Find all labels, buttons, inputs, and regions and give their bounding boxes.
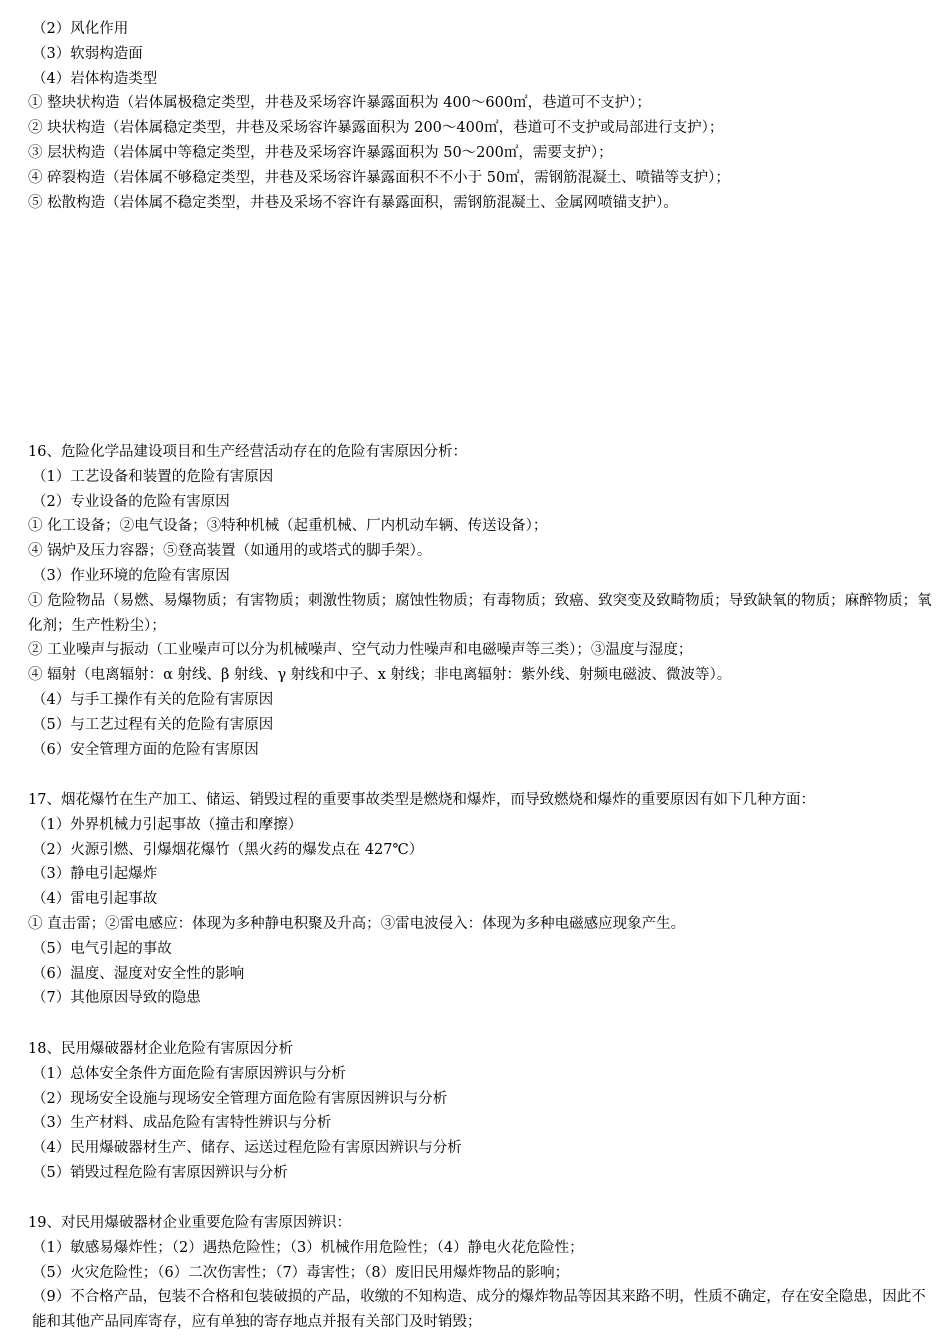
text-line: ④ 碎裂构造（岩体属不够稳定类型，井巷及采场容许暴露面积不不小于 50㎡，需钢筋混凝土、喷锚等支护）； xyxy=(28,169,730,186)
text-line: （4）与手工操作有关的危险有害原因 xyxy=(32,691,274,708)
text-line: ④ 辐射（电离辐射：α 射线、β 射线、γ 射线和中子、x 射线；非电离辐射：紫外线、射频电磁波、微波等）。 xyxy=(28,667,732,684)
text-line: （2）风化作用 xyxy=(32,21,129,37)
section-19 xyxy=(28,1211,934,1335)
text-line: （5）火灾危险性；（6）二次伤害性；（7）毒害性；（8）废旧民用爆炸物品的影响； xyxy=(32,1264,570,1281)
text-line: （7）其他原因导致的隐患 xyxy=(32,990,201,1007)
text-line: ② 工业噪声与振动（工业噪声可以分为机械噪声、空气动力性噪声和电磁噪声等三类）；③温度与湿度； xyxy=(28,642,693,659)
text-line: ① 整块状构造（岩体属极稳定类型，井巷及采场容许暴露面积为 400～600㎡，巷道可不支护）； xyxy=(28,95,651,112)
text-line: （3）软弱构造面 xyxy=(32,45,143,62)
text-line: （2）火源引燃、引爆烟花爆竹（黑火药的爆发点在 427℃） xyxy=(32,841,424,858)
text-line: （3）静电引起爆炸 xyxy=(32,866,158,883)
text-line: （5）销毁过程危险有害原因辨识与分析 xyxy=(32,1164,288,1181)
text-line: ② 块状构造（岩体属稳定类型，井巷及采场容许暴露面积为 200～400㎡，巷道可不支护或局部进行支护）； xyxy=(28,120,724,137)
text-line: ① 直击雷；②雷电感应：体现为多种静电积聚及升高；③雷电波侵入：体现为多种电磁感应现象产生。 xyxy=(28,915,686,932)
section-16 xyxy=(28,440,934,762)
text-line: ③ 层状构造（岩体属中等稳定类型，井巷及采场容许暴露面积为 50～200㎡，需要支护）； xyxy=(28,144,613,161)
section-heading: 18、民用爆破器材企业危险有害原因分析 xyxy=(28,1041,293,1057)
text-line: （2）现场安全设施与现场安全管理方面危险有害原因辨识与分析 xyxy=(32,1090,448,1107)
text-line: （4）雷电引起事故 xyxy=(32,891,158,908)
text-line: （1）外界机械力引起事故（撞击和摩擦） xyxy=(32,816,303,833)
text-line: （5）与工艺过程有关的危险有害原因 xyxy=(32,716,274,733)
text-line: （5）电气引起的事故 xyxy=(32,940,172,957)
text-line: ⑤ 松散构造（岩体属不稳定类型，井巷及采场不容许有暴露面积，需钢筋混凝土、金属网喷锚支护）。 xyxy=(28,194,678,211)
text-line: （6）安全管理方面的危险有害原因 xyxy=(32,741,259,758)
section-heading: 16、危险化学品建设项目和生产经营活动存在的危险有害原因分析： xyxy=(28,444,467,460)
text-line: （1）总体安全条件方面危险有害原因辨识与分析 xyxy=(32,1065,346,1082)
section-17 xyxy=(28,788,934,1011)
text-line: ④ 锅炉及压力容器；⑤登高装置（如通用的或塔式的脚手架）。 xyxy=(28,543,432,560)
text-line: （4）民用爆破器材生产、储存、运送过程危险有害原因辨识与分析 xyxy=(32,1140,462,1157)
text-paragraph: （9）不合格产品，包装不合格和包装破损的产品，收缴的不知构造、成分的爆炸物品等因其来路不明，性质不确定，存在安全隐患，因此不能和其他产品同库寄存，应有单独的寄存地点并报有关部门及时销毁； xyxy=(32,1289,926,1331)
section-rock-structure xyxy=(28,17,934,215)
text-line: ① 化工设备；②电气设备；③特种机械（起重机械、厂内机动车辆、传送设备）； xyxy=(28,518,548,535)
text-line: （3）生产材料、成品危险有害特性辨识与分析 xyxy=(32,1115,332,1132)
text-paragraph: ① 危险物品（易燃、易爆物质；有害物质；刺激性物质；腐蚀性物质；有毒物质；致癌、致突变及致畸物质；导致缺氧的物质；麻醉物质；氧化剂；生产性粉尘）； xyxy=(28,592,932,634)
text-line: （1）工艺设备和装置的危险有害原因 xyxy=(32,468,274,485)
section-heading: 17、烟花爆竹在生产加工、储运、销毁过程的重要事故类型是燃烧和爆炸，而导致燃烧和爆炸的重要原因有如下几种方面： xyxy=(28,792,815,808)
text-line: （3）作业环境的危险有害原因 xyxy=(32,567,230,584)
section-heading: 19、对民用爆破器材企业重要危险有害原因辨识： xyxy=(28,1215,351,1231)
text-line: （2）专业设备的危险有害原因 xyxy=(32,493,230,510)
section-18 xyxy=(28,1037,934,1186)
text-line: （1）敏感易爆炸性；（2）遇热危险性；（3）机械作用危险性；（4）静电火花危险性； xyxy=(32,1239,584,1256)
text-line: （4）岩体构造类型 xyxy=(32,70,158,87)
text-line: （6）温度、湿度对安全性的影响 xyxy=(32,965,245,982)
